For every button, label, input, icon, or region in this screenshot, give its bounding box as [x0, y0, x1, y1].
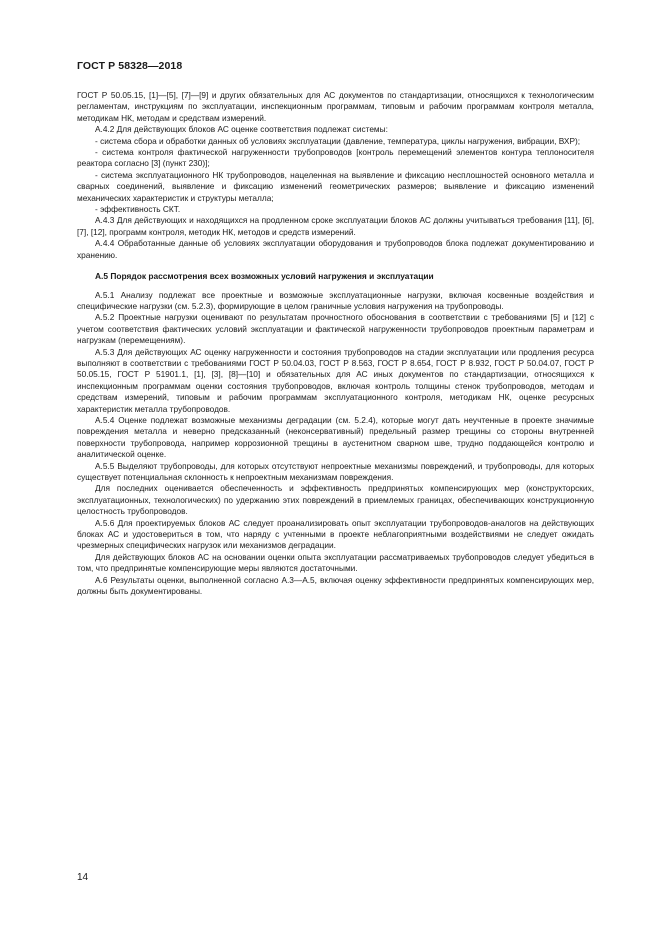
document-body — [77, 90, 594, 597]
paragraph: А.5.1 Анализу подлежат все проектные и возможные эксплуатационные нагрузки, включая косвенные воздействия и специфические нагрузки (см. 5.2.3), формирующие в целом граничные условия нагружения на трубопроводы. — [77, 289, 594, 311]
section-heading: А.5 Порядок рассмотрения всех возможных условий нагружения и эксплуатации — [95, 271, 434, 282]
paragraph: А.4.3 Для действующих и находящихся на продленном сроке эксплуатации блоков АС должны учитываться требования [11], [6], [7], [12], программ контроля, методик НК, методов и средств измерений. — [77, 215, 594, 237]
paragraph: А.5.2 Проектные нагрузки оценивают по результатам прочностного обоснования в соответствии с требованиями [5] и [12] с учетом соответствия фактических условий эксплуатации и фактической нагруженности трубопроводов проектным параметрам и нагрузкам (перемещениям). — [77, 312, 594, 346]
paragraph: ГОСТ Р 50.05.15, [1]—[5], [7]—[9] и других обязательных для АС документов по стандартизации, относящихся к технологическим регламентам, инструкциям по эксплуатации, инспекционным программам, типовым и рабочим программам контроля металла, методикам НК, методам и средствам измерений. — [77, 90, 594, 123]
paragraph: А.5.4 Оценке подлежат возможные механизмы деградации (см. 5.2.4), которые могут дать неучтенные в проекте значимые повреждения металла и неверно предсказанный (неконсервативный) предельный размер трещины со стороны внутренней поверхности трубопровода, например коррозионной трещины в аустенитном сварном шве, трудно поддающейся контролю и аналитической оценке. — [77, 414, 594, 460]
list-item: - эффективность СКТ. — [95, 204, 181, 215]
paragraph: А.6 Результаты оценки, выполненной согласно А.3—А.5, включая оценку эффективности предпринятых компенсирующих мер, должны быть документированы. — [77, 574, 594, 597]
list-item: - система эксплуатационного НК трубопроводов, нацеленная на выявление и фиксацию несплошностей основного металла и сварных соединений, выявление и фиксацию изменений геометрических размеров; выявление и фиксацию изменений механических характеристик и структуры металла; — [77, 169, 594, 203]
document-header: ГОСТ Р 58328—2018 — [77, 60, 183, 72]
paragraph: А.5.6 Для проектируемых блоков АС следует проанализировать опыт эксплуатации трубопроводов-аналогов на действующих блоках АС и удостовериться в том, что наряду с учтенными в проекте неблагоприятными воздействиями не следует ожидать чрезмерных специфических нагрузок или механизмов деградации. — [77, 517, 594, 551]
paragraph: А.5.5 Выделяют трубопроводы, для которых отсутствуют непроектные механизмы повреждений, и трубопроводы, для которых существует потенциальная склонность к непроектным механизмам повреждения. — [77, 460, 594, 482]
paragraph: Для действующих блоков АС на основании оценки опыта эксплуатации рассматриваемых трубопроводов следует убедиться в том, что предпринятые компенсирующие меры являются достаточными. — [77, 551, 594, 574]
paragraph: Для последних оценивается обеспеченность и эффективность предпринятых компенсирующих мер (конструкторских, эксплуатационных, технологических) по удержанию этих повреждений в приемлемых границах, обеспечивающих конструкционную целостность трубопроводов. — [77, 483, 594, 517]
list-item: - система контроля фактической нагруженности трубопроводов [контроль перемещений элементов контура теплоносителя реактора согласно [3] (пункт 230)]; — [77, 147, 594, 169]
paragraph: А.5.3 Для действующих АС оценку нагруженности и состояния трубопроводов на стадии эксплуатации или продления ресурса выполняют в соответствии с требованиями ГОСТ Р 50.04.03, ГОСТ Р 8.563, ГОСТ Р 8.654, ГОСТ Р 8.932, ГОСТ Р 50.04.07, ГОСТ Р 50.05.15, ГОСТ Р 51901.1, [1], [3], [8]—[10] и обязательных для АС иных документов по стандартизации, относящихся к инспекционным программам оценки состояния трубопроводов, включая контроль толщины стенок трубопроводов, методам и средствам измерений, типовым и рабочим программам эксплуатационного контроля, методикам НК, оценке ресурсных характеристик металла трубопроводов. — [77, 346, 594, 414]
list-item: - система сбора и обработки данных об условиях эксплуатации (давление, температура, циклы нагружения, вибрации, ВХР); — [95, 135, 581, 146]
paragraph: А.4.2 Для действующих блоков АС оценке соответствия подлежат системы: — [95, 124, 388, 135]
page-number: 14 — [77, 872, 89, 883]
paragraph: А.4.4 Обработанные данные об условиях эксплуатации оборудования и трубопроводов блока подлежат документированию и хранению. — [77, 238, 594, 260]
